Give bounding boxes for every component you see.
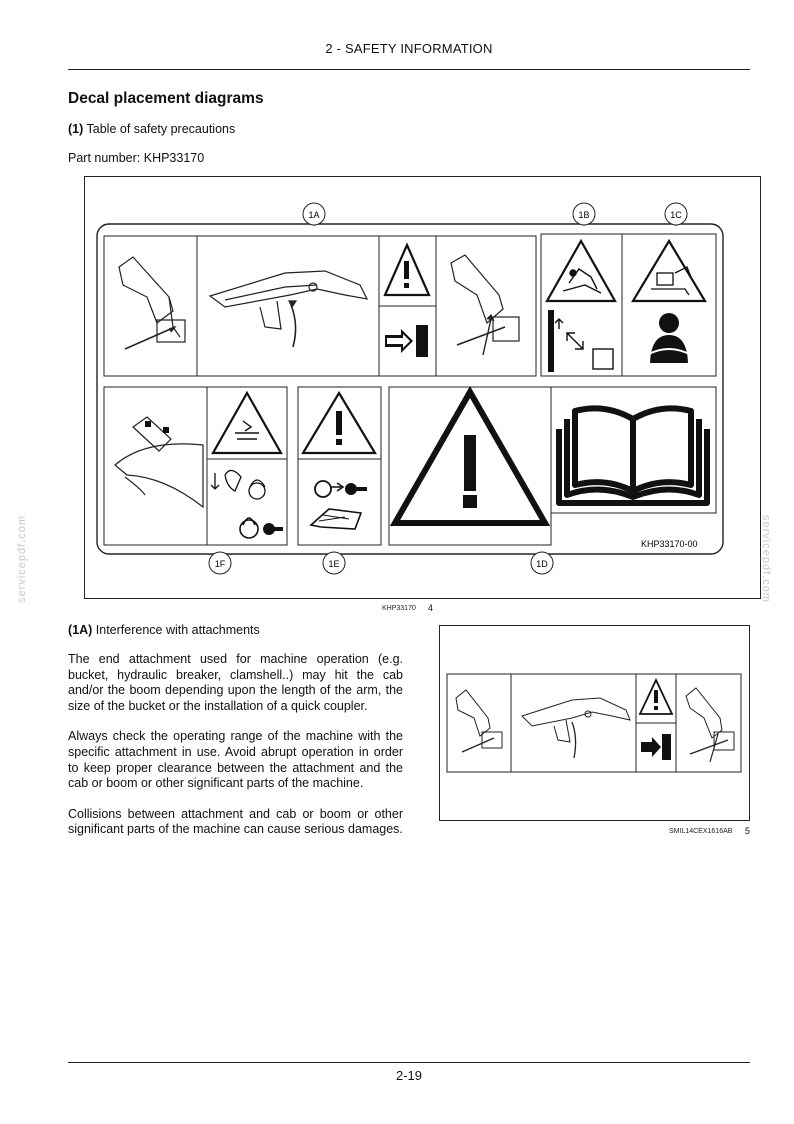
footer-rule (68, 1062, 750, 1063)
decal-1a-drawing (440, 626, 749, 820)
figure1-caption: KHP33170 (382, 605, 416, 612)
callout-1e: 1E (328, 559, 340, 569)
callout-1b: 1B (578, 210, 590, 220)
paragraph: The end attachment used for machine operation (e.g. bucket, hydraulic breaker, clamshell..) may hit the cab and/or the boom depending upon the length of the arm, the size of the bucket or the installation of a quick coupler. (68, 652, 403, 713)
subsection-heading (68, 623, 260, 637)
figure-intro (68, 122, 235, 136)
subsection-ref: (1A) (68, 623, 93, 637)
decal-sheet-drawing (85, 177, 760, 598)
page-header: 2 - SAFETY INFORMATION (325, 41, 493, 56)
figure1-number: 4 (428, 603, 434, 613)
header-rule (68, 69, 750, 70)
callout-1d: 1D (536, 559, 548, 569)
subsection-title: Interference with attachments (92, 623, 260, 637)
part-number: Part number: KHP33170 (68, 151, 205, 165)
subsection-body (68, 652, 403, 853)
section-title: Decal placement diagrams (68, 90, 264, 107)
callout-1f: 1F (214, 559, 226, 569)
watermark-right: servicepdf.com (760, 515, 772, 603)
callouts-top (303, 203, 687, 225)
callout-1a: 1A (308, 210, 320, 220)
figure2-number: 5 (745, 826, 751, 836)
figure2-caption: SMIL14CEX1616AB (669, 828, 733, 835)
paragraph: Collisions between attachment and cab or boom or other significant parts of the machine can cause serious damages. (68, 806, 403, 837)
watermark-left: servicepdf.com (16, 515, 28, 603)
decal-panel-arm-interference (436, 236, 536, 376)
callout-1c: 1C (670, 210, 682, 220)
paragraph: Always check the operating range of the machine with the specific attachment in use. Avoid abrupt operation in order to keep proper clearance between the attachment and the cab or boom or other significant parts of the machine. (68, 729, 403, 791)
sheet-code: KHP33170-00 (641, 539, 698, 549)
figure-intro-text: Table of safety precautions (83, 122, 236, 136)
page-number: 2-19 (395, 1068, 423, 1083)
decal-panel-1f-bucket (104, 387, 207, 545)
callouts-bottom (209, 552, 553, 574)
decal-sheet-figure (84, 176, 761, 599)
decal-panel-1e-key-manual (298, 459, 381, 545)
decal-1a-figure (439, 625, 750, 821)
figure-ref: (1) (68, 122, 84, 136)
